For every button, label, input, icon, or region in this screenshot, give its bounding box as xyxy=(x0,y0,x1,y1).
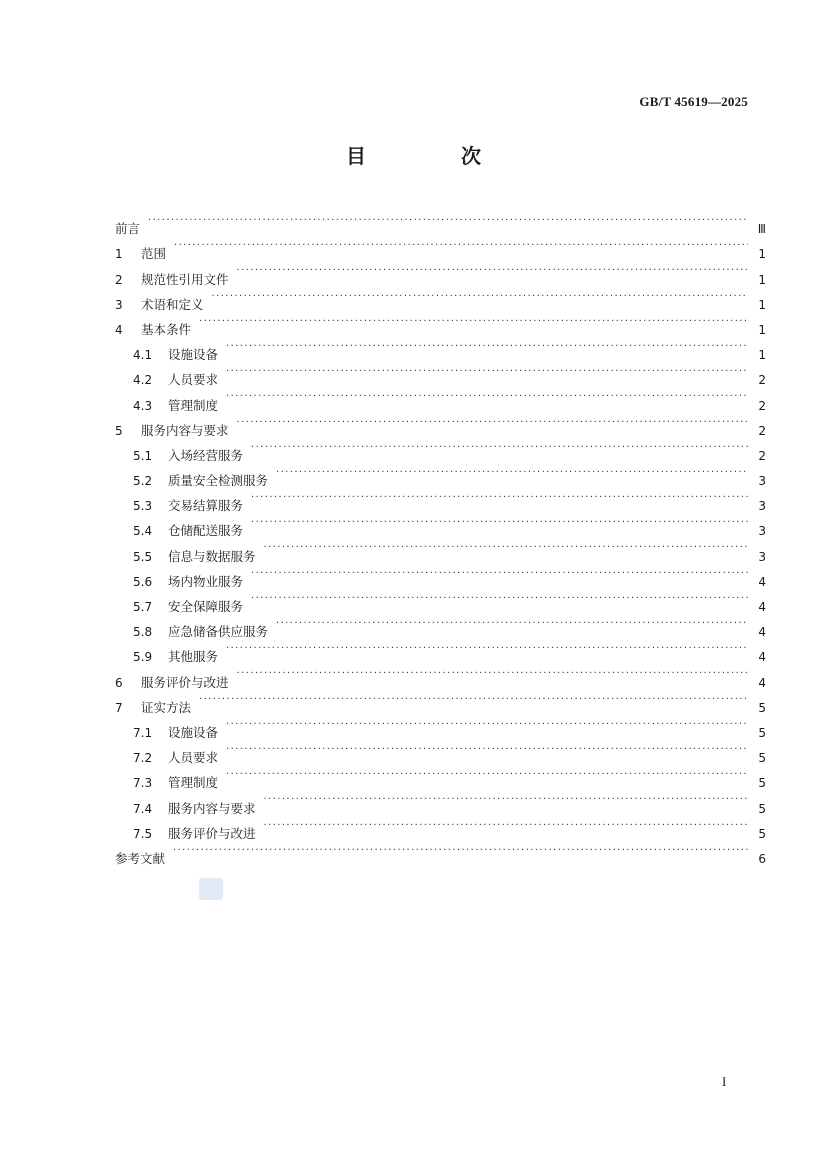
toc-entry-page: 1 xyxy=(758,297,766,312)
toc-dot-leader xyxy=(174,233,748,258)
toc-entry[interactable] xyxy=(115,687,766,715)
toc-entry-number: 5.8 xyxy=(133,625,153,640)
toc-entry-page: 1 xyxy=(758,247,766,262)
toc-dot-leader xyxy=(264,813,748,838)
toc-entry-number: 7 xyxy=(115,700,123,715)
toc-entry[interactable] xyxy=(115,712,766,740)
toc-dot-leader xyxy=(237,258,748,283)
toc-entry-number: 4.2 xyxy=(133,373,153,388)
toc-entry-number: 5.3 xyxy=(133,499,153,514)
toc-entry-number: 6 xyxy=(115,675,123,690)
toc-entry-label: 人员要求 xyxy=(168,372,219,388)
toc-entry-page: 5 xyxy=(758,801,766,816)
toc-entry-page: 1 xyxy=(758,348,766,363)
toc-entry-number: 4.1 xyxy=(133,348,153,363)
toc-dot-leader xyxy=(251,435,748,460)
toc-entry-number: 5.1 xyxy=(133,448,153,463)
toc-dot-leader xyxy=(264,535,748,560)
toc-dot-leader xyxy=(199,687,748,712)
toc-entry-number: 5.4 xyxy=(133,524,153,539)
toc-entry-page: 1 xyxy=(758,322,766,337)
toc-entry-label: 服务评价与改进 xyxy=(141,674,229,690)
toc-dot-leader xyxy=(226,384,748,409)
toc-entry-label: 参考文献 xyxy=(115,850,166,866)
table-of-contents xyxy=(115,208,766,866)
toc-entry-label: 交易结算服务 xyxy=(168,498,244,514)
toc-entry-label: 设施设备 xyxy=(168,347,219,363)
toc-entry-label: 信息与数据服务 xyxy=(168,548,256,564)
toc-entry-label: 设施设备 xyxy=(168,724,219,740)
toc-entry-page: 2 xyxy=(758,373,766,388)
toc-entry-number: 5.6 xyxy=(133,574,153,589)
toc-entry-page: 1 xyxy=(758,272,766,287)
toc-dot-leader xyxy=(212,284,748,309)
toc-entry[interactable] xyxy=(115,334,766,363)
toc-dot-leader xyxy=(276,611,748,636)
toc-entry-page: 5 xyxy=(758,776,766,791)
toc-entry-page: 6 xyxy=(758,851,766,866)
toc-entry-label: 服务内容与要求 xyxy=(141,422,229,438)
toc-entry-page: 2 xyxy=(758,448,766,463)
toc-dot-leader xyxy=(251,485,748,510)
toc-dot-leader xyxy=(148,208,748,233)
toc-entry[interactable] xyxy=(115,309,766,337)
toc-entry-page: 3 xyxy=(758,524,766,539)
toc-entry-label: 入场经营服务 xyxy=(168,447,244,463)
toc-entry-page: 4 xyxy=(758,574,766,589)
toc-entry-number: 2 xyxy=(115,272,123,287)
toc-entry[interactable] xyxy=(115,838,766,866)
toc-entry-label: 人员要求 xyxy=(168,750,219,766)
toc-entry[interactable] xyxy=(115,208,766,237)
toc-entry-label: 管理制度 xyxy=(168,397,219,413)
toc-dot-leader xyxy=(173,838,748,863)
toc-entry-number: 5.2 xyxy=(133,474,153,489)
toc-entry-number: 1 xyxy=(115,247,123,262)
toc-entry-number: 7.1 xyxy=(133,725,153,740)
toc-entry-label: 服务评价与改进 xyxy=(168,825,256,841)
toc-entry[interactable] xyxy=(115,284,766,312)
toc-entry[interactable] xyxy=(115,233,766,262)
toc-entry-page: 5 xyxy=(758,725,766,740)
toc-dot-leader xyxy=(226,712,748,737)
toc-entry-number: 7.4 xyxy=(133,801,153,816)
toc-entry-page: 2 xyxy=(758,398,766,413)
watermark-logo xyxy=(199,878,223,900)
toc-dot-leader xyxy=(226,359,748,384)
toc-entry-label: 管理制度 xyxy=(168,775,219,791)
toc-dot-leader xyxy=(276,460,748,485)
toc-entry-page: 4 xyxy=(758,600,766,614)
toc-entry-page: 5 xyxy=(758,700,766,715)
toc-entry-label: 安全保障服务 xyxy=(168,599,244,614)
toc-entry-number: 7.3 xyxy=(133,776,153,791)
toc-dot-leader xyxy=(226,737,748,762)
toc-dot-leader xyxy=(251,510,748,535)
toc-entry-label: 质量安全检测服务 xyxy=(168,473,269,489)
toc-entry-number: 7.2 xyxy=(133,751,153,766)
toc-entry-page: 2 xyxy=(758,423,766,438)
toc-entry-number: 5.9 xyxy=(133,650,153,665)
toc-dot-leader xyxy=(226,636,748,661)
toc-entry-label: 应急储备供应服务 xyxy=(168,624,269,640)
toc-dot-leader xyxy=(237,661,748,686)
toc-entry-page: Ⅲ xyxy=(757,222,766,237)
toc-entry-number: 3 xyxy=(115,297,123,312)
page-title: 目 次 xyxy=(346,144,525,168)
toc-entry-page: 5 xyxy=(758,826,766,841)
toc-entry-label: 服务内容与要求 xyxy=(168,800,256,816)
toc-entry-label: 前言 xyxy=(115,221,141,237)
toc-entry-number: 5.5 xyxy=(133,549,153,564)
toc-entry-page: 5 xyxy=(758,751,766,766)
toc-entry-number: 4 xyxy=(115,322,123,337)
toc-entry-number: 5 xyxy=(115,423,123,438)
toc-entry-page: 4 xyxy=(758,625,766,640)
toc-entry-number: 4.3 xyxy=(133,398,153,413)
toc-entry-page: 3 xyxy=(758,474,766,489)
toc-entry-label: 基本条件 xyxy=(141,321,192,337)
toc-entry-label: 仓储配送服务 xyxy=(168,523,244,539)
toc-dot-leader xyxy=(199,309,748,334)
toc-dot-leader xyxy=(264,787,748,812)
toc-entry-page: 3 xyxy=(758,499,766,514)
toc-dot-leader xyxy=(251,586,748,611)
document-code: GB/T 45619—2025 xyxy=(639,94,748,109)
toc-dot-leader xyxy=(226,334,748,359)
toc-entry-label: 证实方法 xyxy=(141,699,192,715)
toc-entry-page: 4 xyxy=(758,675,766,690)
toc-entry-number: 7.5 xyxy=(133,826,153,841)
toc-dot-leader xyxy=(251,561,748,586)
toc-dot-leader xyxy=(237,410,748,435)
toc-entry-page: 4 xyxy=(758,650,766,665)
toc-entry-page: 3 xyxy=(758,549,766,564)
toc-entry-label: 场内物业服务 xyxy=(168,573,244,589)
toc-entry-label: 术语和定义 xyxy=(141,296,204,312)
toc-entry-number: 5.7 xyxy=(133,600,153,614)
toc-dot-leader xyxy=(226,762,748,787)
toc-entry-label: 其他服务 xyxy=(168,649,219,665)
toc-entry-label: 范围 xyxy=(141,246,167,262)
page-number: I xyxy=(722,1074,727,1089)
toc-entry-label: 规范性引用文件 xyxy=(141,271,229,287)
toc-entry[interactable] xyxy=(115,258,766,287)
